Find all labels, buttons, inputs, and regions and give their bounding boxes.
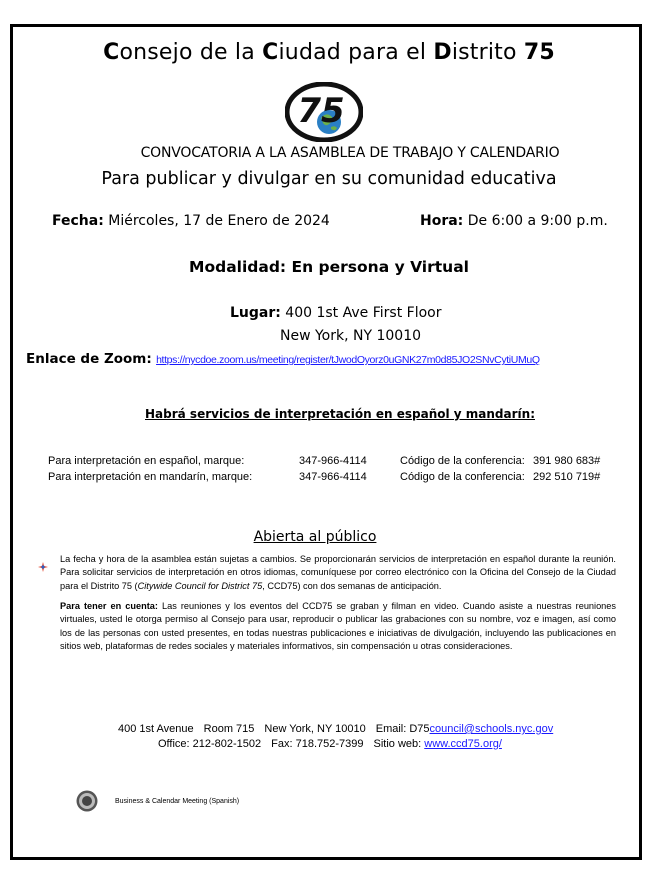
public-heading: Abierta al público	[253, 529, 377, 545]
page-title: Consejo de la Ciudad para el Distrito 75	[103, 40, 555, 65]
interp-label: Para interpretación en mandarín, marque:	[48, 471, 253, 483]
website-link[interactable]: www.ccd75.org/	[424, 738, 502, 750]
bullet-icon	[38, 562, 48, 572]
convocatoria-heading: CONVOCATORIA A LA ASAMBLEA DE TRABAJO Y CALENDARIO	[140, 145, 560, 161]
interp-label: Para interpretación en español, marque:	[48, 455, 245, 467]
zoom-line: Enlace de Zoom: https://nycdoe.zoom.us/meeting/register/tJwodOyorz0uGNK27m0d85JO2SNvCytiUMuQ	[26, 351, 540, 367]
document-label: Business & Calendar Meeting (Spanish)	[115, 798, 240, 805]
interpretation-row-mandarin	[48, 471, 628, 485]
subtitle: Para publicar y divulgar en su comunidad educativa	[101, 169, 557, 189]
ccd75-logo	[285, 82, 363, 142]
event-location-city: New York, NY 10010	[280, 328, 422, 344]
interp-phone: 347-966-4114	[299, 471, 367, 483]
event-modality: Modalidad: En persona y Virtual	[189, 258, 469, 276]
footer-contact-line: Office: 212-802-1502 Fax: 718.752-7399 Sitio web: www.ccd75.org/	[158, 738, 502, 750]
recording-note: Para tener en cuenta: Las reuniones y los eventos del CCD75 se graban y filman en video. Cuando asiste a nuestras reuniones virtuales, usted le otorga permiso al Consejo para usar, reproducir o publicar las grabaciones con su nombre, voz e imagen, así como los de las personas con usted presentes, en todas nuestras publicaciones e iniciativas de divulgación, incluyendo las publicaciones en sitios web, plataformas de redes sociales y materiales informativos, sin compensación u otras consideraciones.	[60, 601, 616, 651]
interp-code: 391 980 683#	[533, 455, 601, 467]
email-link[interactable]: council@schools.nyc.gov	[429, 723, 554, 735]
svg-text:75: 75	[297, 91, 345, 131]
interp-conf-label: Código de la conferencia:	[400, 471, 525, 483]
interp-conf-label: Código de la conferencia:	[400, 455, 525, 467]
interpretation-heading: Habrá servicios de interpretación en español y mandarín:	[145, 407, 535, 421]
interp-phone: 347-966-4114	[299, 455, 367, 467]
interp-code: 292 510 719#	[533, 471, 601, 483]
interpretation-row-spanish	[48, 455, 628, 469]
zoom-link[interactable]: https://nycdoe.zoom.us/meeting/register/tJwodOyorz0uGNK27m0d85JO2SNvCytiUMuQ	[156, 354, 540, 366]
nyc-seal-icon	[76, 790, 98, 812]
event-time: Hora: De 6:00 a 9:00 p.m.	[420, 213, 608, 229]
event-date: Fecha: Miércoles, 17 de Enero de 2024	[52, 213, 330, 229]
footer-address-line: 400 1st Avenue Room 715 New York, NY 10010 Email: D75council@schools.nyc.gov	[118, 723, 554, 735]
event-location: Lugar: 400 1st Ave First Floor	[230, 305, 442, 321]
schedule-note: La fecha y hora de la asamblea están sujetas a cambios. Se proporcionarán servicios de interpretación en español durante la reunión. Para solicitar servicios de interpretación en otros idiomas, comuníquese por correo electrónico con la Oficina del Consejo de la Ciudad para el Distrito 75 (Citywide Council for District 75, CCD75) con dos semanas de anticipación.	[60, 554, 616, 591]
